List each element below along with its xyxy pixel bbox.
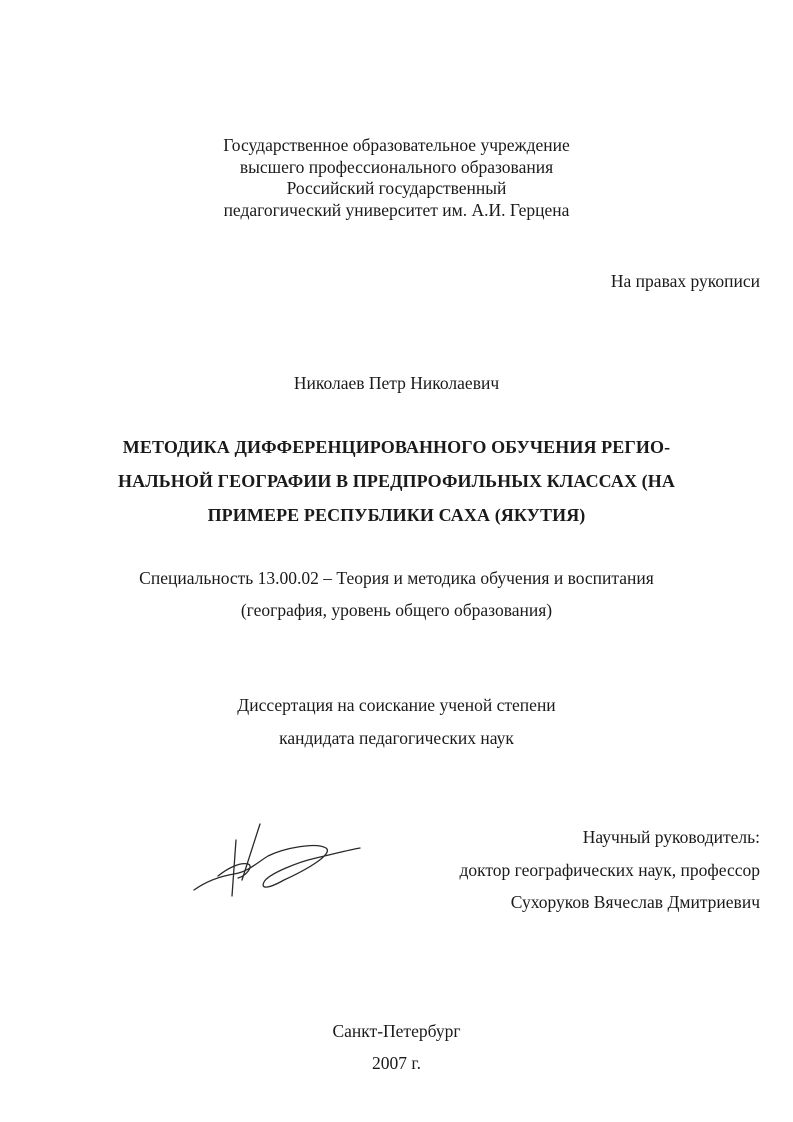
signature-stroke (232, 840, 236, 896)
specialty-line-1: Специальность 13.00.02 – Теория и методика обучения и воспитания (139, 568, 654, 588)
signature-stroke (242, 824, 260, 880)
place: Санкт-Петербург (332, 1021, 461, 1041)
signature-image (188, 818, 368, 898)
year: 2007 г. (372, 1053, 421, 1073)
manuscript-rights: На правах рукописи (610, 271, 760, 291)
dissertation-line-1: Диссертация на соискание ученой степени (237, 695, 556, 715)
title-line-1: МЕТОДИКА ДИФФЕРЕНЦИРОВАННОГО ОБУЧЕНИЯ РЕГИО- (122, 437, 671, 457)
title-line-3: ПРИМЕРЕ РЕСПУБЛИКИ САХА (ЯКУТИЯ) (207, 505, 586, 525)
dissertation-line-2: кандидата педагогических наук (279, 728, 514, 748)
author-name: Николаев Петр Николаевич (293, 373, 500, 393)
supervisor-name: Сухоруков Вячеслав Дмитриевич (510, 892, 760, 912)
institution-line-2: высшего профессионального образования (239, 157, 554, 177)
institution-line-1: Государственное образовательное учреждение (223, 135, 570, 155)
specialty-line-2: (география, уровень общего образования) (240, 600, 553, 620)
institution-line-3: Российский государственный (286, 178, 507, 198)
supervisor-label: Научный руководитель: (582, 827, 760, 847)
title-line-2: НАЛЬНОЙ ГЕОГРАФИИ В ПРЕДПРОФИЛЬНЫХ КЛАССАХ (НА (118, 471, 675, 491)
institution-line-4: педагогический университет им. А.И. Герцена (223, 200, 570, 220)
supervisor-degree: доктор географических наук, профессор (459, 860, 760, 880)
signature-stroke (194, 846, 360, 890)
